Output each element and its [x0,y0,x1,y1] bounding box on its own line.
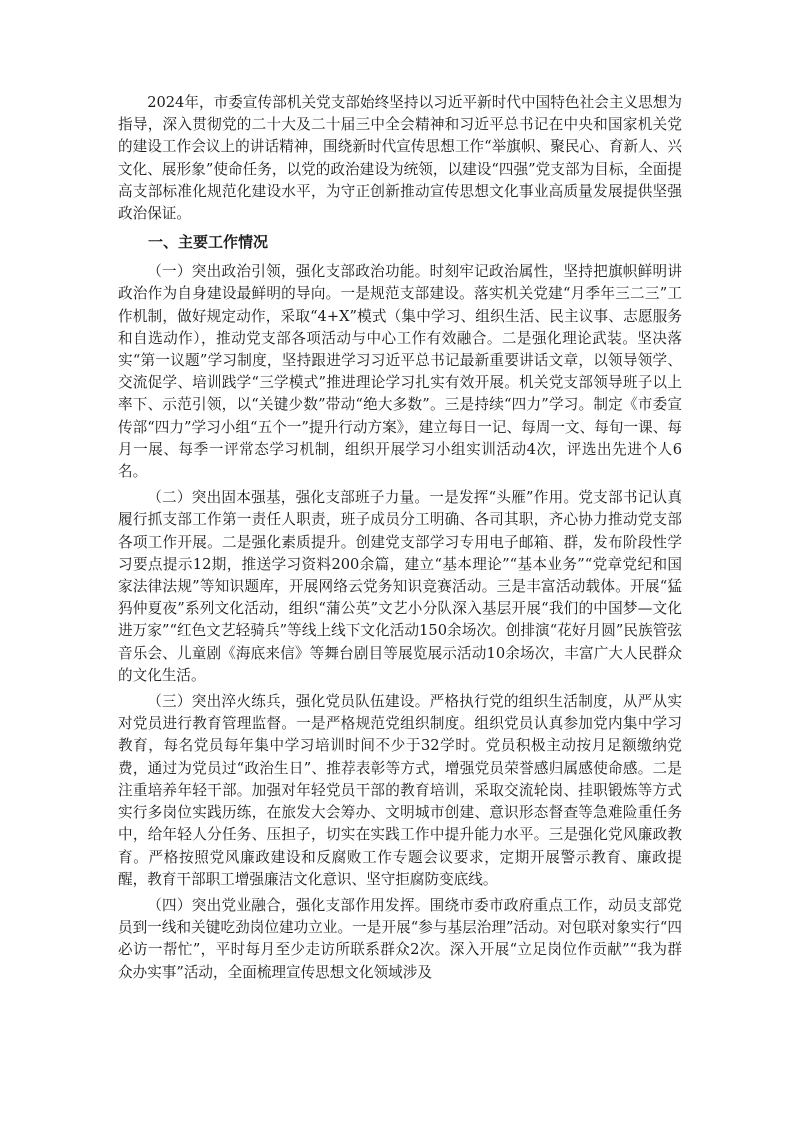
paragraph-2: （二）突出固本强基，强化支部班子力量。一是发挥“头雁”作用。党支部书记认真履行抓支部工作第一责任人职责，班子成员分工明确、各司其职，齐心协力推动党支部各项工作开展。二是强化素质提升。创建党支部学习专用电子邮箱、群，发布阶段性学习要点提示12期，推送学习资料200余篇，建立“基本理论”“基本业务”“党章党纪和国家法律法规”等知识题库，开展网络云党务知识竞赛活动。三是丰富活动载体。开展“猛犸仲夏夜”系列文化活动，组织“蒲公英”文艺小分队深入基层开展“我们的中国梦—文化进万家”“红色文艺轻骑兵”等线上线下文化活动150余场次。创排演“花好月圆”民族管弦音乐会、儿童剧《海底来信》等舞台剧目等展览展示活动10余场次，丰富广大人民群众的文化生活。 [118,489,682,684]
paragraph-3: （三）突出淬火练兵，强化党员队伍建设。严格执行党的组织生活制度，从严从实对党员进行教育管理监督。一是严格规范党组织制度。组织党员认真参加党内集中学习教育，每名党员每年集中学习培训时间不少于32学时。党员积极主动按月足额缴纳党费，通过为党员过“政治生日”、推荐表彰等方式，增强党员荣誉感归属感使命感。二是注重培养年轻干部。加强对年轻党员干部的教育培训，采取交流轮岗、挂职锻炼等方式实行多岗位实践历练，在旅发大会筹办、文明城市创建、意识形态督查等急难险重任务中，给年轻人分任务、压担子，切实在实践工作中提升能力水平。三是强化党风廉政教育。严格按照党风廉政建设和反腐败工作专题会议要求，定期开展警示教育、廉政提醒，教育干部职工增强廉洁文化意识、坚守拒腐防变底线。 [118,693,682,888]
paragraph-4: （四）突出党业融合，强化支部作用发挥。围绕市委市政府重点工作，动员支部党员到一线和关键吃劲岗位建功立业。一是开展“参与基层治理”活动。对包联对象实行“四必访一帮忙”，平时每月至少走访所联系群众2次。深入开展“立足岗位作贡献”“我为群众办实事”活动，全面梳理宣传思想文化领域涉及 [118,896,682,981]
section-heading: 一、主要工作情况 [148,233,269,252]
paragraph-1: （一）突出政治引领，强化支部政治功能。时刻牢记政治属性，坚持把旗帜鲜明讲政治作为自身建设最鲜明的导向。一是规范支部建设。落实机关党建“月季年三二三”工作机制，做好规定动作，采取“4+X”模式（集中学习、组织生活、民主议事、志愿服务和自选动作），推动党支部各项活动与中心工作有效融合。二是强化理论武装。坚决落实“第一议题”学习制度，坚持跟进学习习近平总书记最新重要讲话文章，以领导领学、交流促学、培训践学“三学模式”推进理论学习扎实有效开展。机关党支部领导班子以上率下、示范引领，以“关键少数”带动“绝大多数”。三是持续“四力”学习。制定《市委宣传部“四力”学习小组“五个一”提升行动方案》，建立每日一记、每周一文、每旬一课、每月一展、每季一评常态学习机制，组织开展学习小组实训活动4次，评选出先进个人6名。 [118,263,682,481]
document-body [118,92,682,986]
intro-paragraph: 2024年，市委宣传部机关党支部始终坚持以习近平新时代中国特色社会主义思想为指导，深入贯彻党的二十大及二十届三中全会精神和习近平总书记在中央和国家机关党的建设工作会议上的讲话精神，围绕新时代宣传思想工作“举旗帜、聚民心、育新人、兴文化、展形象”使命任务，以党的政治建设为统领，以建设“四强”党支部为目标，全面提高支部标准化规范化建设水平，为守正创新推动宣传思想文化事业高质量发展提供坚强政治保证。 [118,94,682,223]
